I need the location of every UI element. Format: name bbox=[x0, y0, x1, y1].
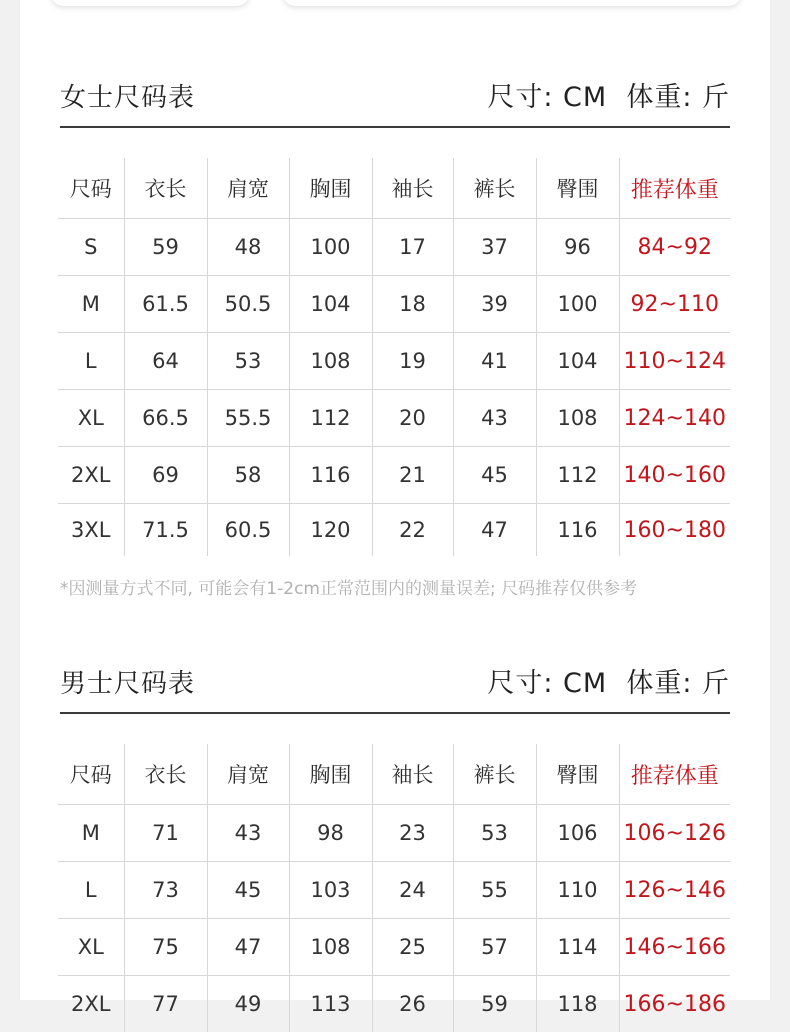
col-header-length: 衣长 bbox=[124, 158, 207, 219]
table-cell: 25 bbox=[372, 919, 453, 976]
recommended-weight-cell: 92~110 bbox=[619, 276, 730, 333]
col-header-size: 尺码 bbox=[58, 744, 124, 805]
recommended-weight-cell: 146~166 bbox=[619, 919, 730, 976]
recommended-weight-cell: 110~124 bbox=[619, 333, 730, 390]
table-cell: 66.5 bbox=[124, 390, 207, 447]
table-cell: 118 bbox=[536, 976, 619, 1032]
table-cell: 3XL bbox=[58, 504, 124, 557]
table-cell: 37 bbox=[453, 219, 536, 276]
col-header-shoulder: 肩宽 bbox=[207, 744, 289, 805]
table-cell: 41 bbox=[453, 333, 536, 390]
table-cell: 108 bbox=[536, 390, 619, 447]
table-cell: 104 bbox=[289, 276, 372, 333]
table-cell: XL bbox=[58, 919, 124, 976]
table-row bbox=[58, 333, 730, 390]
table-cell: 59 bbox=[453, 976, 536, 1032]
table-row bbox=[58, 919, 730, 976]
table-cell: 19 bbox=[372, 333, 453, 390]
table-cell: 60.5 bbox=[207, 504, 289, 557]
table-cell: 75 bbox=[124, 919, 207, 976]
women-section-title: 女士尺码表 bbox=[60, 77, 195, 114]
table-cell: 47 bbox=[453, 504, 536, 557]
recommended-weight-cell: 160~180 bbox=[619, 504, 730, 557]
table-cell: 104 bbox=[536, 333, 619, 390]
table-cell: 2XL bbox=[58, 976, 124, 1032]
women-size-table bbox=[58, 158, 730, 556]
table-cell: 112 bbox=[536, 447, 619, 504]
col-header-length: 衣长 bbox=[124, 744, 207, 805]
table-cell: 59 bbox=[124, 219, 207, 276]
table-cell: 49 bbox=[207, 976, 289, 1032]
table-cell: 113 bbox=[289, 976, 372, 1032]
col-header-shoulder: 肩宽 bbox=[207, 158, 289, 219]
measurement-note: *因测量方式不同, 可能会有1-2cm正常范围内的测量误差; 尺码推荐仅供参考 bbox=[60, 574, 760, 599]
table-cell: 116 bbox=[289, 447, 372, 504]
table-cell: 100 bbox=[536, 276, 619, 333]
men-table-header-row bbox=[58, 744, 730, 805]
table-cell: 18 bbox=[372, 276, 453, 333]
col-header-hip: 臀围 bbox=[536, 158, 619, 219]
table-cell: 106 bbox=[536, 805, 619, 862]
table-cell: 45 bbox=[207, 862, 289, 919]
table-cell: XL bbox=[58, 390, 124, 447]
recommended-weight-cell: 166~186 bbox=[619, 976, 730, 1032]
table-cell: 100 bbox=[289, 219, 372, 276]
size-chart-card bbox=[20, 0, 770, 1000]
table-cell: 17 bbox=[372, 219, 453, 276]
table-cell: 96 bbox=[536, 219, 619, 276]
recommended-weight-cell: 126~146 bbox=[619, 862, 730, 919]
table-row bbox=[58, 447, 730, 504]
table-cell: 39 bbox=[453, 276, 536, 333]
top-tab-left[interactable] bbox=[50, 0, 250, 6]
table-cell: 61.5 bbox=[124, 276, 207, 333]
table-cell: 53 bbox=[207, 333, 289, 390]
men-size-section bbox=[60, 668, 730, 1032]
recommended-weight-cell: 84~92 bbox=[619, 219, 730, 276]
women-table-header-row bbox=[58, 158, 730, 219]
table-row bbox=[58, 976, 730, 1032]
table-cell: L bbox=[58, 862, 124, 919]
table-cell: 48 bbox=[207, 219, 289, 276]
table-cell: 69 bbox=[124, 447, 207, 504]
col-header-size: 尺码 bbox=[58, 158, 124, 219]
table-row bbox=[58, 504, 730, 557]
table-cell: 71.5 bbox=[124, 504, 207, 557]
table-cell: 120 bbox=[289, 504, 372, 557]
table-cell: 116 bbox=[536, 504, 619, 557]
table-row bbox=[58, 390, 730, 447]
col-header-sleeve: 袖长 bbox=[372, 744, 453, 805]
table-cell: 20 bbox=[372, 390, 453, 447]
col-header-pants-length: 裤长 bbox=[453, 158, 536, 219]
table-cell: 112 bbox=[289, 390, 372, 447]
table-cell: 108 bbox=[289, 333, 372, 390]
table-cell: 45 bbox=[453, 447, 536, 504]
table-cell: 57 bbox=[453, 919, 536, 976]
table-cell: L bbox=[58, 333, 124, 390]
col-header-chest: 胸围 bbox=[289, 744, 372, 805]
table-cell: M bbox=[58, 805, 124, 862]
men-size-table bbox=[58, 744, 730, 1032]
table-cell: 55 bbox=[453, 862, 536, 919]
table-cell: 22 bbox=[372, 504, 453, 557]
women-unit-label: 尺寸: CM 体重: 斤 bbox=[487, 75, 730, 114]
table-cell: 64 bbox=[124, 333, 207, 390]
table-cell: M bbox=[58, 276, 124, 333]
table-cell: 53 bbox=[453, 805, 536, 862]
table-cell: 26 bbox=[372, 976, 453, 1032]
men-unit-label: 尺寸: CM 体重: 斤 bbox=[487, 661, 730, 700]
table-cell: 43 bbox=[453, 390, 536, 447]
table-row bbox=[58, 219, 730, 276]
col-header-hip: 臀围 bbox=[536, 744, 619, 805]
table-cell: 73 bbox=[124, 862, 207, 919]
table-cell: 24 bbox=[372, 862, 453, 919]
table-cell: 47 bbox=[207, 919, 289, 976]
top-tab-right[interactable] bbox=[282, 0, 742, 6]
women-size-section bbox=[60, 82, 730, 556]
table-cell: 103 bbox=[289, 862, 372, 919]
table-cell: 71 bbox=[124, 805, 207, 862]
table-cell: S bbox=[58, 219, 124, 276]
table-cell: 55.5 bbox=[207, 390, 289, 447]
recommended-weight-cell: 140~160 bbox=[619, 447, 730, 504]
table-cell: 114 bbox=[536, 919, 619, 976]
col-header-pants-length: 裤长 bbox=[453, 744, 536, 805]
col-header-chest: 胸围 bbox=[289, 158, 372, 219]
table-cell: 110 bbox=[536, 862, 619, 919]
recommended-weight-cell: 124~140 bbox=[619, 390, 730, 447]
col-header-recommended-weight: 推荐体重 bbox=[619, 744, 730, 805]
men-section-title: 男士尺码表 bbox=[60, 663, 195, 700]
recommended-weight-cell: 106~126 bbox=[619, 805, 730, 862]
table-cell: 43 bbox=[207, 805, 289, 862]
table-row bbox=[58, 276, 730, 333]
table-cell: 23 bbox=[372, 805, 453, 862]
table-cell: 98 bbox=[289, 805, 372, 862]
table-row bbox=[58, 862, 730, 919]
table-cell: 108 bbox=[289, 919, 372, 976]
table-cell: 58 bbox=[207, 447, 289, 504]
table-cell: 2XL bbox=[58, 447, 124, 504]
table-cell: 21 bbox=[372, 447, 453, 504]
table-cell: 77 bbox=[124, 976, 207, 1032]
table-row bbox=[58, 805, 730, 862]
women-section-header bbox=[60, 82, 730, 128]
men-section-header bbox=[60, 668, 730, 714]
col-header-recommended-weight: 推荐体重 bbox=[619, 158, 730, 219]
table-cell: 50.5 bbox=[207, 276, 289, 333]
col-header-sleeve: 袖长 bbox=[372, 158, 453, 219]
